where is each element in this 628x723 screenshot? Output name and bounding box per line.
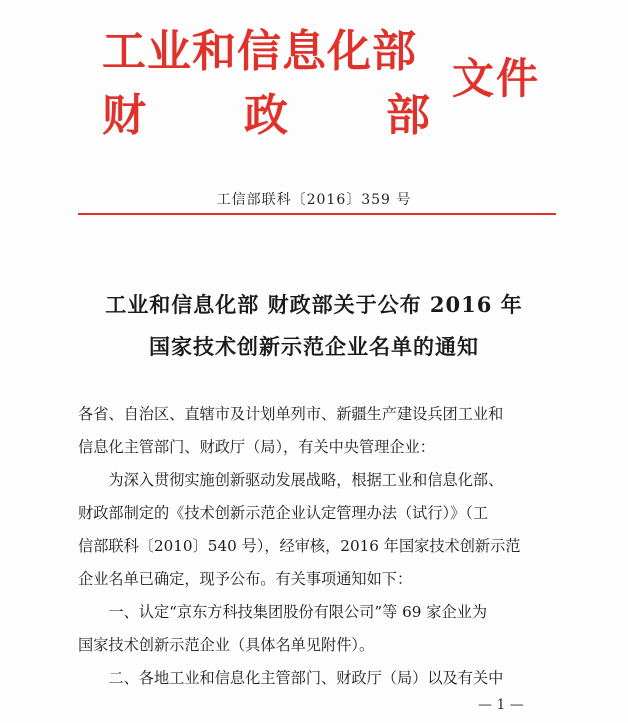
document-title-line-2: 国家技术创新示范企业名单的通知 (149, 334, 479, 359)
body-line: 各省、自治区、直辖市及计划单列市、新疆生产建设兵团工业和 (78, 405, 504, 423)
body-line: 二、各地工业和信息化主管部门、财政厅（局）以及有关中 (78, 669, 504, 687)
letterhead-document-label: 文件 (452, 54, 541, 103)
body-line: 一、认定“京东方科技集团股份有限公司”等 69 家企业为 (78, 603, 488, 621)
body-line: 为深入贯彻实施创新驱动发展战略，根据工业和信息化部、 (78, 471, 504, 489)
document-number: 工信部联科〔2016〕359 号 (216, 192, 412, 208)
body-line: 企业名单已确定，现予公布。有关事项通知如下： (78, 570, 413, 588)
body-line: 信部联科〔2010〕540 号），经审核，2016 年国家技术创新示范 (78, 537, 521, 555)
document-title-line-1: 工业和信息化部 财政部关于公布 2016 年 (105, 292, 523, 317)
body-line: 财政部制定的《技术创新示范企业认定管理办法（试行）》（工 (78, 504, 489, 522)
body-line: 信息化主管部门、财政厅（局），有关中央管理企业： (78, 438, 435, 456)
body-line: 国家技术创新示范企业（具体名单见附件）。 (78, 636, 375, 654)
red-separator-line (78, 213, 556, 215)
letterhead-issuer-miit: 工业和信息化部 (102, 26, 417, 77)
letterhead-issuer-mof: 财政部 (102, 90, 528, 141)
page-number: — 1 — (478, 697, 524, 713)
